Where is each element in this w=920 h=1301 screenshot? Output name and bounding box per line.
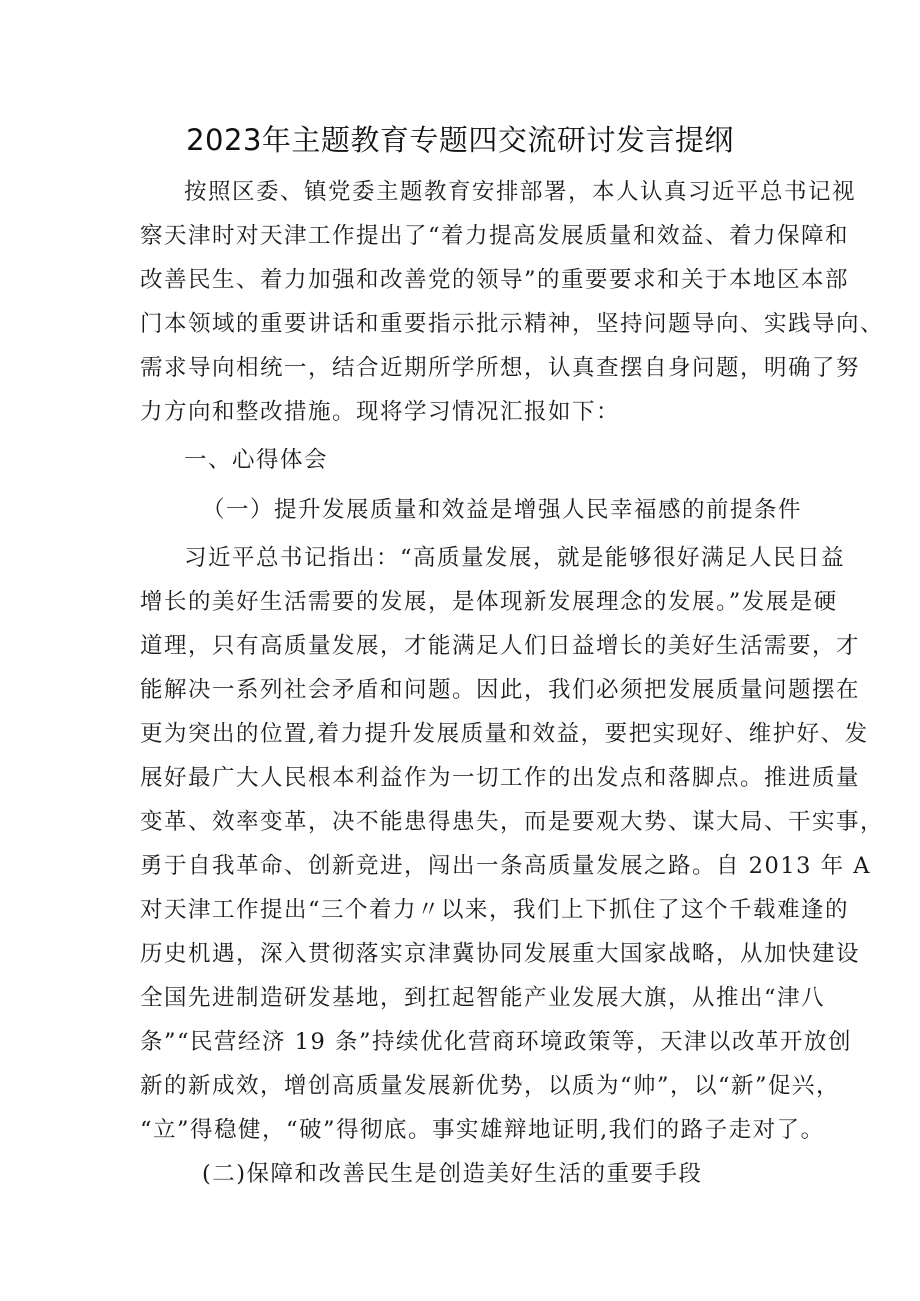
body-line: 勇于自我革命、创新竞进，闯出一条高质量发展之路。自 2013 年 A	[140, 853, 871, 879]
body-line: 条”“民营经济 19 条”持续优化营商环境政策等，天津以改革开放创	[140, 1029, 852, 1055]
body-line: 历史机遇，深入贯彻落实京津冀协同发展重大国家战略，从加快建设	[140, 941, 861, 967]
intro-line: 门本领域的重要讲话和重要指示批示精神，坚持问题导向、实践导向、	[140, 311, 885, 337]
body-line: 全国先进制造研发基地，到扛起智能产业发展大旗，从推出“津八	[140, 985, 826, 1011]
body-line: 变革、效率变革，决不能患得患失，而是要观大势、谋大局、干实事，	[140, 809, 885, 835]
body-line: “立”得稳健，“破”得彻底。事实雄辩地证明,我们的路子走对了。	[140, 1117, 825, 1143]
intro-line: 需求导向相统一，结合近期所学所想，认真查摆自身问题，明确了努	[140, 355, 861, 381]
body-line: 习近平总书记指出：“高质量发展，就是能够很好满足人民日益	[184, 545, 846, 571]
subsection-heading: (二)保障和改善民生是创造美好生活的重要手段	[202, 1161, 703, 1187]
body-line: 展好最广大人民根本利益作为一切工作的出发点和落脚点。推进质量	[140, 765, 861, 791]
body-line: 更为突出的位置,着力提升发展质量和效益，要把实现好、维护好、发	[140, 721, 869, 747]
body-line: 能解决一系列社会矛盾和问题。因此，我们必须把发展质量问题摆在	[140, 677, 861, 703]
intro-line: 力方向和整改措施。现将学习情况汇报如下：	[140, 399, 621, 425]
subsection-heading: （一）提升发展质量和效益是增强人民幸福感的前提条件	[202, 497, 803, 523]
body-line: 对天津工作提出“三个着力〃以来，我们上下抓住了这个千载难逢的	[140, 897, 850, 923]
body-line: 增长的美好生活需要的发展，是体现新发展理念的发展。”发展是硬	[140, 589, 838, 615]
body-line: 道理，只有高质量发展，才能满足人们日益增长的美好生活需要，才	[140, 633, 861, 659]
intro-line: 改善民生、着力加强和改善党的领导”的重要要求和关于本地区本部	[140, 267, 850, 293]
intro-line: 察天津时对天津工作提出了“着力提高发展质量和效益、着力保障和	[140, 223, 850, 249]
intro-line: 按照区委、镇党委主题教育安排部署，本人认真习近平总书记视	[184, 179, 857, 205]
section-heading: 一、心得体会	[184, 447, 329, 473]
body-line: 新的新成效，增创高质量发展新优势，以质为“帅”，以“新”促兴，	[140, 1073, 841, 1099]
document-title: 2023年主题教育专题四交流研讨发言提纲	[186, 123, 734, 157]
